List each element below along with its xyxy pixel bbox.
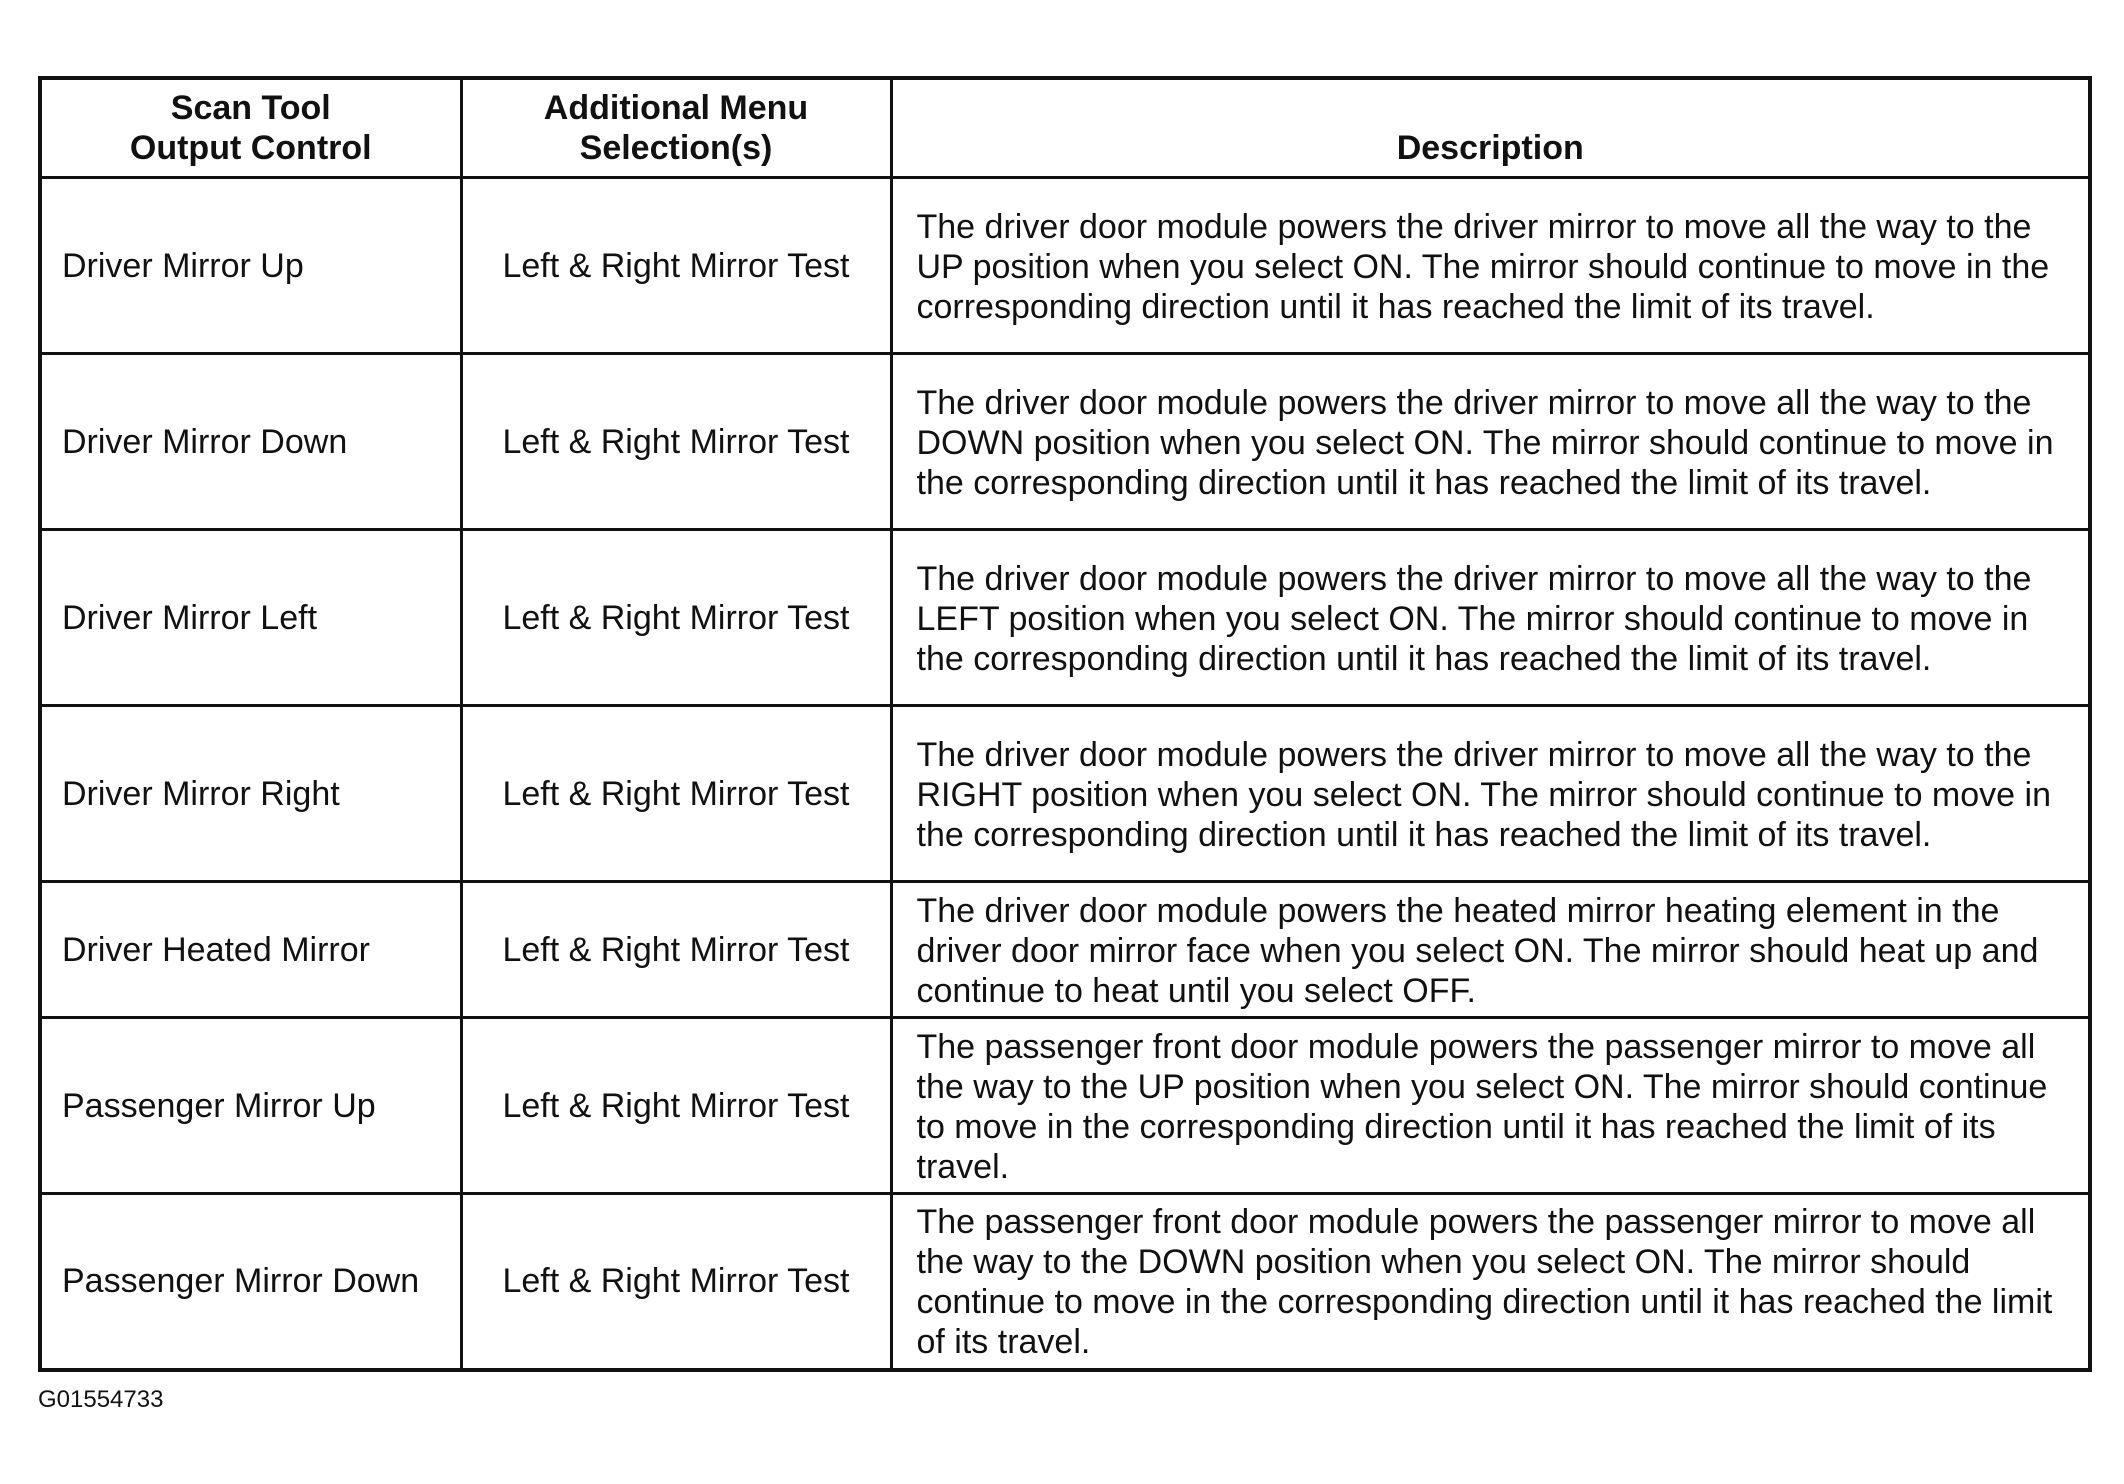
- control-cell: Driver Mirror Left: [40, 530, 461, 706]
- menu-selection-cell: Left & Right Mirror Test: [461, 706, 891, 882]
- description-cell: The driver door module powers the driver mirror to move all the way to the UP position when you select ON. The mirror should continue to move in the corresponding direction until it has reached the limit of its travel.: [891, 178, 2090, 354]
- header-control-line-2: Output Control: [129, 129, 372, 167]
- table-row-driver-mirror-up: [40, 178, 2090, 354]
- description-cell: The passenger front door module powers the passenger mirror to move all the way to the UP position when you select ON. The mirror should continue to move in the corresponding direction until it has reached the limit of its travel.: [891, 1018, 2090, 1194]
- description-cell: The driver door module powers the driver mirror to move all the way to the RIGHT position when you select ON. The mirror should continue to move in the corresponding direction until it has reached the limit of its travel.: [891, 706, 2090, 882]
- menu-selection-cell: Left & Right Mirror Test: [461, 178, 891, 354]
- menu-selection-cell: Left & Right Mirror Test: [461, 530, 891, 706]
- table-row-passenger-mirror-down: [40, 1194, 2090, 1370]
- header-control-line-1: Scan Tool: [170, 89, 331, 127]
- header-menu-line-2: Selection(s): [579, 129, 773, 167]
- header-menu-line-1: Additional Menu: [543, 89, 809, 127]
- header-row: [40, 78, 2090, 178]
- header-additional-menu-selections: [461, 78, 891, 178]
- header-description: Description: [891, 78, 2090, 178]
- table-row-passenger-mirror-up: [40, 1018, 2090, 1194]
- figure-id: G01554733: [38, 1386, 164, 1413]
- menu-selection-cell: Left & Right Mirror Test: [461, 1018, 891, 1194]
- menu-selection-cell: Left & Right Mirror Test: [461, 1194, 891, 1370]
- description-cell: The driver door module powers the driver mirror to move all the way to the DOWN position when you select ON. The mirror should continue to move in the corresponding direction until it has reached the limit of its travel.: [891, 354, 2090, 530]
- control-cell: Driver Mirror Right: [40, 706, 461, 882]
- table-row-driver-mirror-down: [40, 354, 2090, 530]
- control-cell: Driver Heated Mirror: [40, 882, 461, 1018]
- table-row-driver-heated-mirror: [40, 882, 2090, 1018]
- control-cell: Passenger Mirror Up: [40, 1018, 461, 1194]
- header-scan-tool-output-control: [40, 78, 461, 178]
- table-row-driver-mirror-right: [40, 706, 2090, 882]
- control-cell: Driver Mirror Down: [40, 354, 461, 530]
- menu-selection-cell: Left & Right Mirror Test: [461, 882, 891, 1018]
- output-control-table: [38, 76, 2092, 1372]
- description-cell: The passenger front door module powers the passenger mirror to move all the way to the DOWN position when you select ON. The mirror should continue to move in the corresponding direction until it has reached the limit of its travel.: [891, 1194, 2090, 1370]
- description-cell: The driver door module powers the heated mirror heating element in the driver door mirror face when you select ON. The mirror should heat up and continue to heat until you select OFF.: [891, 882, 2090, 1018]
- control-cell: Passenger Mirror Down: [40, 1194, 461, 1370]
- table-row-driver-mirror-left: [40, 530, 2090, 706]
- description-cell: The driver door module powers the driver mirror to move all the way to the LEFT position when you select ON. The mirror should continue to move in the corresponding direction until it has reached the limit of its travel.: [891, 530, 2090, 706]
- control-cell: Driver Mirror Up: [40, 178, 461, 354]
- menu-selection-cell: Left & Right Mirror Test: [461, 354, 891, 530]
